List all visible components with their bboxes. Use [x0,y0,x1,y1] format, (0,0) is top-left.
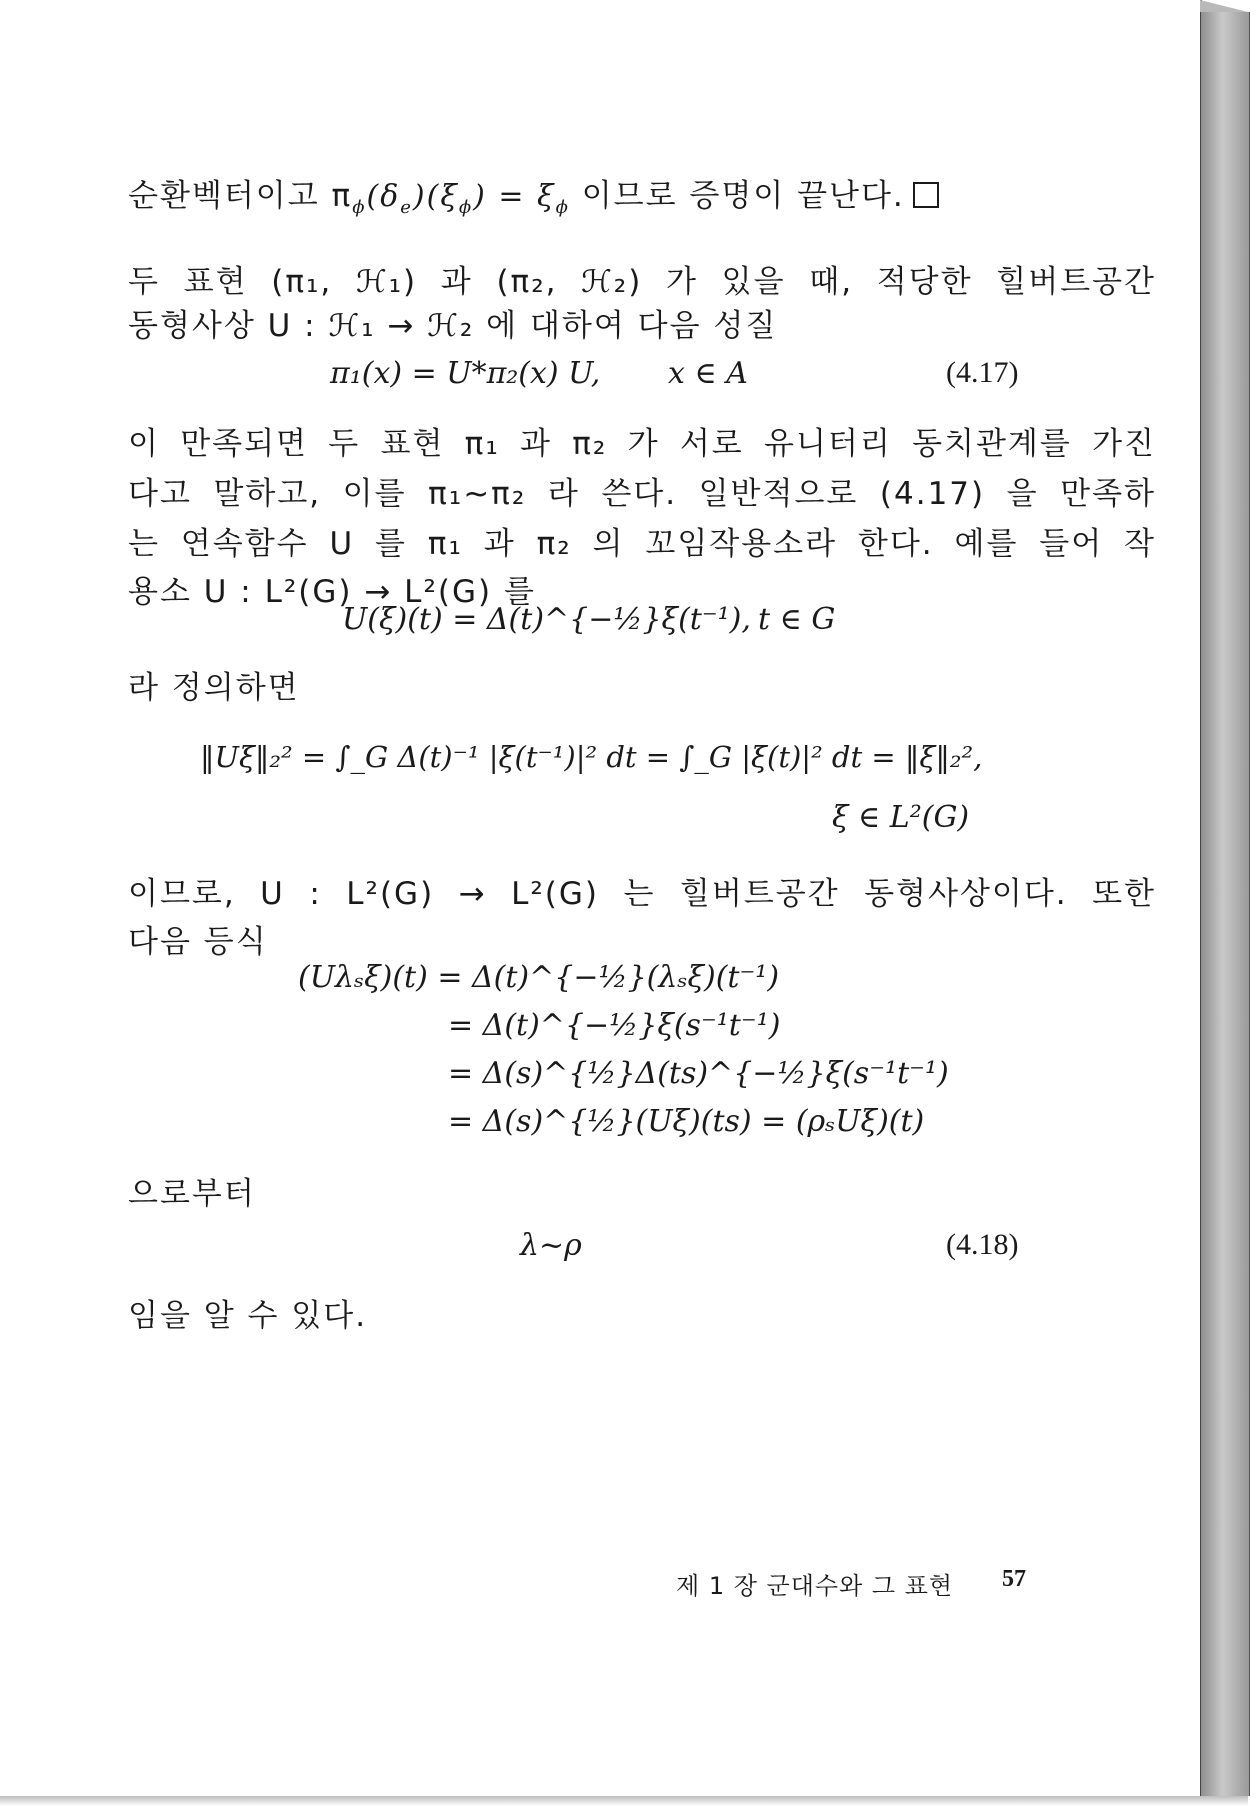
para3-line-3: 는 연속함수 U 를 π₁ 과 π₂ 의 꼬임작용소라 한다. 예를 들어 작 [128,526,1156,562]
equation-4-17-label: (4.17) [946,356,1019,389]
equation-chain-line-2: = Δ(t)^{−½}ξ(s⁻¹t⁻¹) [448,1008,781,1043]
equation-4-17-condition: x ∈ A [668,356,748,391]
para3-line-1: 이 만족되면 두 표현 π₁ 과 π₂ 가 서로 유니터리 동치관계를 가진 [128,426,1156,462]
equation-chain-line-1: (Uλₛξ)(t) = Δ(t)^{−½}(λₛξ)(t⁻¹) [298,960,780,995]
page-shadow [0,1796,1248,1806]
page-stack-edge [1200,12,1250,1796]
para6-line: 으로부터 [128,1176,256,1212]
para4-line: 라 정의하면 [128,670,300,706]
equation-U-condition: t ∈ G [758,602,836,637]
para2-line-2: 동형사상 U : ℋ₁ → ℋ₂ 에 대하여 다음 성질 [128,308,778,344]
para5-line-1: 이므로, U : L²(G) → L²(G) 는 힐버트공간 동형사상이다. 또한 [128,876,1156,912]
para3-line-2: 다고 말하고, 이를 π₁~π₂ 라 쓴다. 일반적으로 (4.17) 을 만족하 [128,476,1156,512]
qed-box-icon [913,182,939,208]
page-edge-top [1200,0,1248,12]
page-number: 57 [1002,1566,1026,1592]
equation-U-definition: U(ξ)(t) = Δ(t)^{−½}ξ(t⁻¹), [342,602,751,637]
equation-norm: ‖Uξ‖₂² = ∫_G Δ(t)⁻¹ |ξ(t⁻¹)|² dt = ∫_G |ξ(t)|² dt = ‖ξ‖₂², [200,740,983,774]
equation-4-17: π₁(x) = U*π₂(x) U, [330,356,601,391]
para3-line-4: 용소 U : L²(G) → L²(G) 를 [128,574,536,610]
equation-4-18: λ~ρ [520,1228,582,1263]
running-footer-chapter: 제 1 장 군대수와 그 표현 [676,1572,954,1600]
equation-norm-condition: ξ ∈ L²(G) [832,800,970,835]
para5-line-2: 다음 등식 [128,924,268,960]
equation-chain-line-3: = Δ(s)^{½}Δ(ts)^{−½}ξ(s⁻¹t⁻¹) [448,1056,949,1091]
para7-line: 임을 알 수 있다. [128,1298,368,1334]
equation-chain-line-4: = Δ(s)^{½}(Uξ)(ts) = (ρₛUξ)(t) [448,1104,925,1139]
para2-line-1: 두 표현 (π₁, ℋ₁) 과 (π₂, ℋ₂) 가 있을 때, 적당한 힐버트공간 [128,264,1156,300]
equation-4-18-label: (4.18) [946,1228,1019,1261]
text-line-1: 순환벡터이고 $\pi_\phi(\delta_e)(\xi_\phi) = \xi_\phi$ 이므로 증명이 끝난다. [128,170,939,218]
